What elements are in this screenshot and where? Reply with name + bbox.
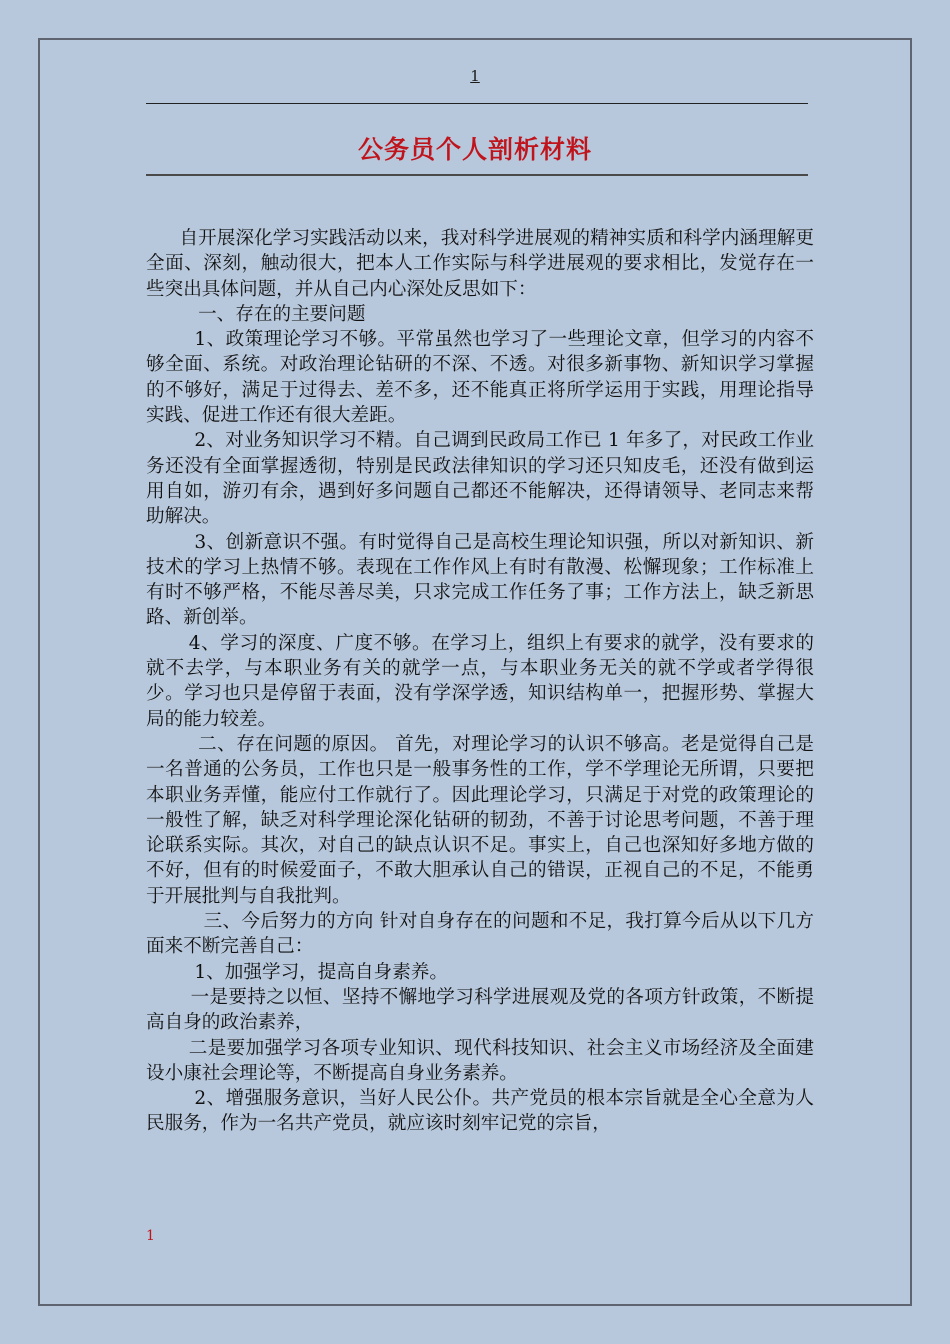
document-body <box>146 226 814 1137</box>
footer-page-number: 1 <box>146 1228 155 1244</box>
paragraph: 2、增强服务意识，当好人民公仆。共产党员的根本宗旨就是全心全意为人民服务，作为一名共产党员，就应该时刻牢记党的宗旨， <box>146 1088 814 1135</box>
document-title: 公务员个人剖析材料 <box>357 135 592 164</box>
paragraph: 4、学习的深度、广度不够。在学习上，组织上有要求的就学，没有要求的就不去学，与本职业务有关的就学一点，与本职业务无关的就不学或者学得很少。学习也只是停留于表面，没有学深学透，知识结构单一，把握形势、掌握大局的能力较差。 <box>146 632 814 730</box>
section-heading: 一、存在的主要问题 <box>198 303 366 325</box>
paragraph: 3、创新意识不强。有时觉得自己是高校生理论知识强，所以对新知识、新技术的学习上热情不够。表现在工作作风上有时有散漫、松懈现象；工作标准上有时不够严格，不能尽善尽美，只求完成工作任务了事；工作方法上，缺乏新思路、新创举。 <box>146 531 814 629</box>
paragraph: 1、政策理论学习不够。平常虽然也学习了一些理论文章，但学习的内容不够全面、系统。对政治理论钻研的不深、不透。对很多新事物、新知识学习掌握的不够好，满足于过得去、差不多，还不能真正将所学运用于实践，用理论指导实践、促进工作还有很大差距。 <box>146 329 814 427</box>
paragraph: 自开展深化学习实践活动以来，我对科学进展观的精神实质和科学内涵理解更全面、深刻，触动很大，把本人工作实际与科学进展观的要求相比，发觉存在一些突出具体问题，并从自己内心深处反思如下： <box>146 228 814 300</box>
paragraph: 2、对业务知识学习不精。自己调到民政局工作已 1 年多了，对民政工作业务还没有全面掌握透彻，特别是民政法律知识的学习还只知皮毛，还没有做到运用自如，游刃有余，遇到好多问题自己都还不能解决，还得请领导、老同志来帮助解决。 <box>146 430 814 528</box>
paragraph: 三、今后努力的方向 针对自身存在的问题和不足，我打算今后从以下几方面来不断完善自己： <box>146 911 814 958</box>
document-page <box>38 38 912 1306</box>
header-rule <box>146 103 808 104</box>
paragraph: 二是要加强学习各项专业知识、现代科技知识、社会主义市场经济及全面建设小康社会理论等，不断提高自身业务素养。 <box>146 1037 814 1084</box>
title-rule <box>146 174 808 176</box>
header-page-number: 1 <box>470 67 480 85</box>
paragraph: 一是要持之以恒、坚持不懈地学习科学进展观及党的各项方针政策，不断提高自身的政治素养， <box>146 986 814 1034</box>
paragraph: 二、存在问题的原因。 首先，对理论学习的认识不够高。老是觉得自己是一名普通的公务员，工作也只是一般事务性的工作，学不学理论无所谓，只要把本职业务弄懂，能应付工作就行了。因此理论学习，只满足于对党的政策理论的一般性了解，缺乏对科学理论深化钻研的韧劲，不善于讨论思考问题，不善于理论联系实际。其次，对自己的缺点认识不足。事实上，自己也深知好多地方做的不好，但有的时候爱面子，不敢大胆承认自己的错误，正视自己的不足，不能勇于开展批判与自我批判。 <box>146 733 814 907</box>
paragraph: 1、加强学习，提高自身素养。 <box>194 961 448 983</box>
